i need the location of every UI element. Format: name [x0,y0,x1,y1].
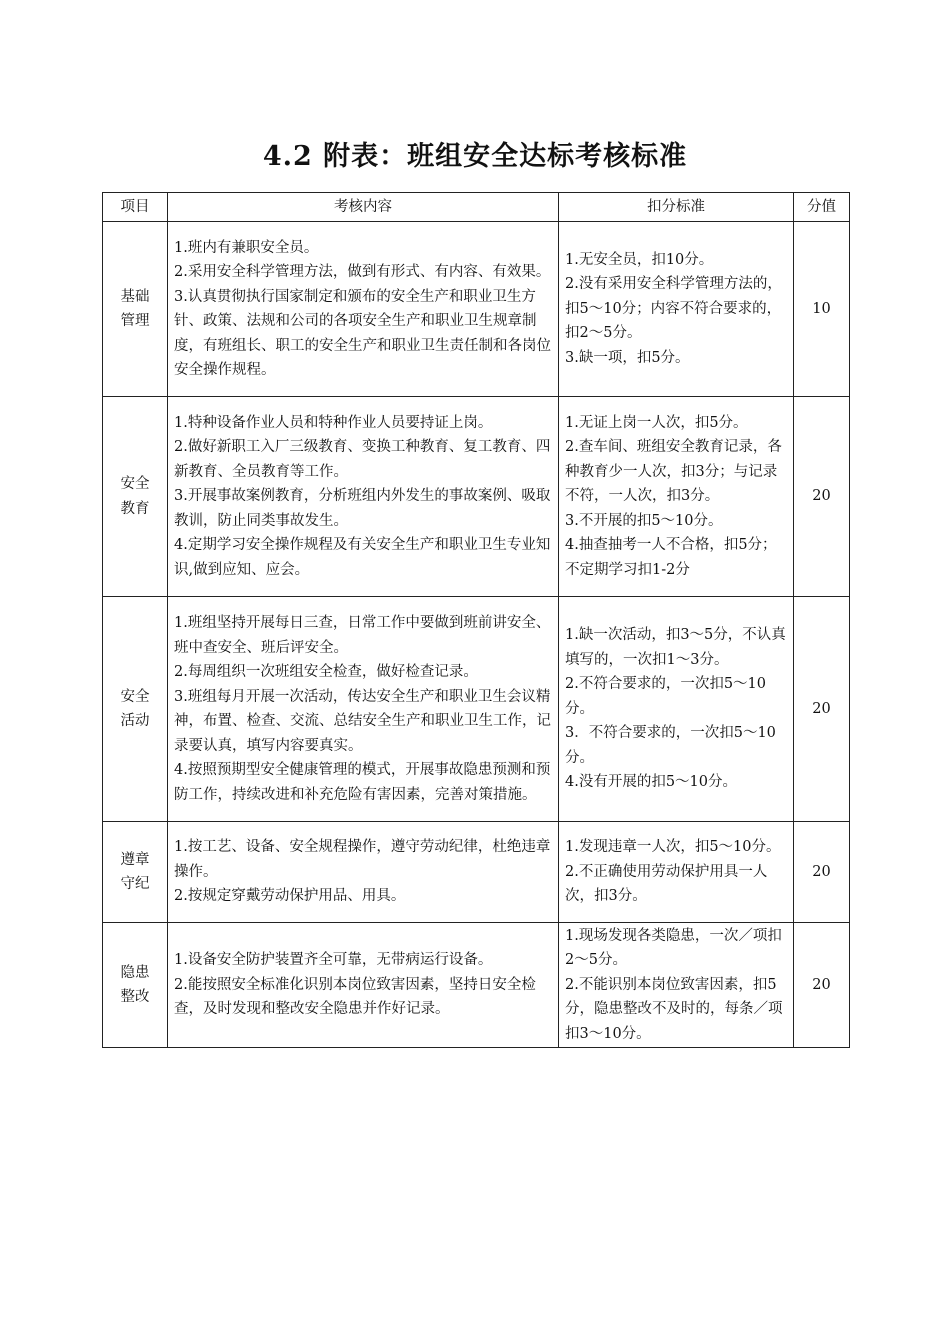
item-label: 管理 [120,313,150,329]
content-line: 4.定期学习安全操作规程及有关安全生产和职业卫生专业知识,做到应知、应会。 [174,537,551,578]
criteria-line: 2.没有采用安全科学管理方法的，扣5～10分；内容不符合要求的，扣2～5分。 [565,276,782,342]
content-line: 3.开展事故案例教育，分析班组内外发生的事故案例、吸取教训，防止同类事故发生。 [174,488,551,529]
content-cell [168,597,559,822]
header-criteria: 扣分标准 [559,193,794,222]
content-line: 3.班组每月开展一次活动，传达安全生产和职业卫生会议精神，布置、检查、交流、总结安全生产和职业卫生工作，记录要认真，填写内容要真实。 [174,688,551,754]
item-label: 遵章 [120,851,150,868]
criteria-cell [559,397,794,597]
criteria-line: 4.抽查抽考一人不合格，扣5分；不定期学习扣1-2分 [565,537,777,578]
item-label: 教育 [120,500,150,517]
criteria-line: 4.没有开展的扣5～10分。 [565,774,738,791]
header-item: 项目 [103,193,168,222]
criteria-line: 1.无安全员，扣10分。 [565,251,714,268]
score-cell: 20 [794,397,850,597]
criteria-line: 2.不符合要求的，一次扣5～10分。 [565,676,767,717]
content-line: 2.采用安全科学管理方法，做到有形式、有内容、有效果。 [174,264,551,280]
item-cell [103,822,168,923]
content-cell [168,923,559,1048]
criteria-cell [559,923,794,1048]
item-label: 安全 [120,476,150,492]
score-cell: 10 [794,222,850,397]
item-label: 基础 [120,288,150,305]
score-cell: 20 [794,923,850,1048]
content-line: 3.认真贯彻执行国家制定和颁布的安全生产和职业卫生方针、政策、法规和公司的各项安全生产和职业卫生规章制度，有班组长、职工的安全生产和职业卫生责任制和各岗位安全操作规程。 [174,288,551,378]
header-score: 分值 [794,193,850,222]
content-cell [168,397,559,597]
criteria-line: 1.缺一次活动，扣3～5分，不认真填写的，一次扣1～3分。 [565,627,786,668]
criteria-cell [559,822,794,923]
table-row [103,923,850,1048]
assessment-table [102,192,850,1048]
item-label: 隐患 [120,964,150,981]
criteria-line: 2.查车间、班组安全教育记录，各种教育少一人次，扣3分；与记录不符，一人次，扣3分。 [565,439,782,505]
criteria-line: 3．不符合要求的，一次扣5～10分。 [565,725,776,766]
item-cell [103,222,168,397]
criteria-line: 1.现场发现各类隐患，一次／项扣2～5分。 [565,927,782,969]
item-cell [103,397,168,597]
header-content: 考核内容 [168,193,559,222]
content-line: 2.能按照安全标准化识别本岗位致害因素，坚持日安全检查，及时发现和整改安全隐患并作好记录。 [174,976,536,1018]
item-cell [103,923,168,1048]
table-header-row [103,193,850,222]
content-line: 2.每周组织一次班组安全检查，做好检查记录。 [174,664,478,680]
table-row [103,222,850,397]
table-row [103,397,850,597]
content-line: 1.设备安全防护装置齐全可靠，无带病运行设备。 [174,952,493,969]
content-line: 2.按规定穿戴劳动保护用品、用具。 [174,888,406,905]
score-cell: 20 [794,597,850,822]
table-row [103,597,850,822]
content-line: 1.班内有兼职安全员。 [174,239,319,256]
item-label: 安全 [120,688,150,705]
criteria-line: 3.不开展的扣5～10分。 [565,512,723,529]
content-line: 2.做好新职工入厂三级教育、变换工种教育、复工教育、四新教育、全员教育等工作。 [174,439,551,480]
content-line: 1.班组坚持开展每日三查，日常工作中要做到班前讲安全、班中查安全、班后评安全。 [174,615,551,656]
item-label: 守纪 [120,876,150,892]
content-line: 4.按照预期型安全健康管理的模式，开展事故隐患预测和预防工作，持续改进和补充危险有害因素，完善对策措施。 [174,762,551,803]
content-cell [168,822,559,923]
content-line: 1.特种设备作业人员和特种作业人员要持证上岗。 [174,414,493,431]
criteria-line: 2.不正确使用劳动保护用具一人次，扣3分。 [565,863,768,905]
content-cell [168,222,559,397]
content-line: 1.按工艺、设备、安全规程操作，遵守劳动纪律，杜绝违章操作。 [174,839,551,880]
score-cell: 20 [794,822,850,923]
item-label: 整改 [120,989,150,1005]
criteria-line: 3.缺一项，扣5分。 [565,349,690,366]
criteria-cell [559,222,794,397]
table-row [103,822,850,923]
criteria-cell [559,597,794,822]
item-label: 活动 [120,713,150,729]
item-cell [103,597,168,822]
page-title: 4.2 附表：班组安全达标考核标准 [262,141,688,172]
criteria-line: 2.不能识别本岗位致害因素，扣5分，隐患整改不及时的，每条／项扣3～10分。 [565,976,783,1042]
criteria-line: 1.无证上岗一人次，扣5分。 [565,414,748,431]
criteria-line: 1.发现违章一人次，扣5～10分。 [565,839,781,856]
